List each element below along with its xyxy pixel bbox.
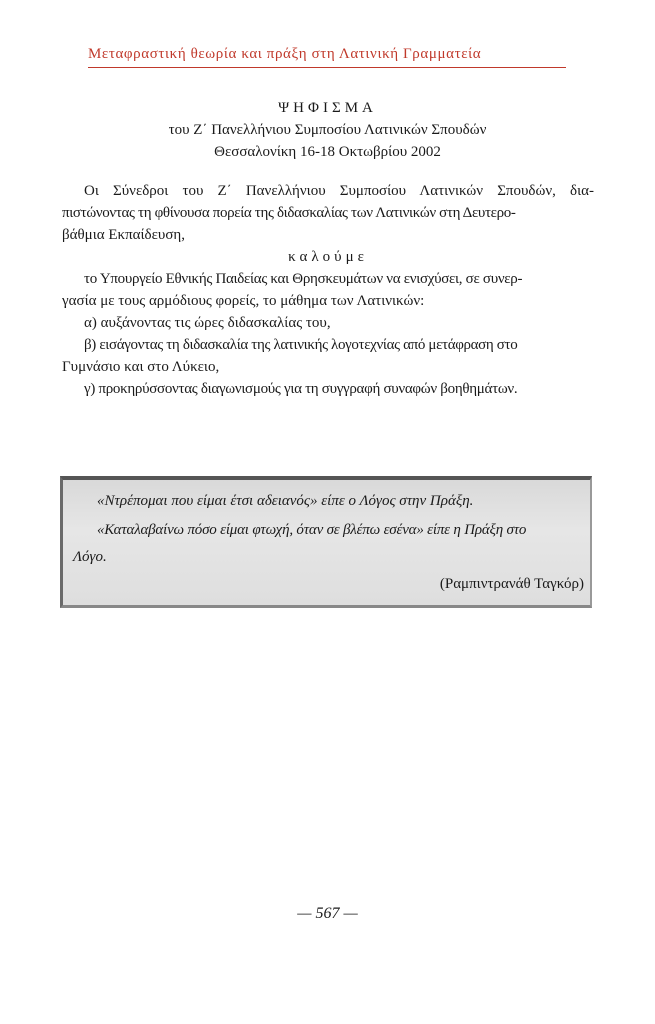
page-number: — 567 — <box>297 905 358 922</box>
intro-line-3: βάθμια Εκπαίδευση, <box>62 227 186 243</box>
measure-item-b-line-1: β) εισάγοντας τη διδασκαλία της λατινικής λογοτεχνίας από μετάφραση στο <box>84 337 518 353</box>
call-line-1: το Υπουργείο Εθνικής Παιδείας και Θρησκευμάτων να ενισχύσει, σε συνερ- <box>84 271 523 287</box>
call-line-2: γασία με τους αρμόδιους φορείς, το μάθημα των Λατινικών: <box>62 293 425 309</box>
measure-item-c: γ) προκηρύσσοντας διαγωνισμούς για τη συγγραφή συναφών βοηθημάτων. <box>84 381 518 397</box>
quote-line-2: «Καταλαβαίνω πόσο είμαι φτωχή, όταν σε βλέπω εσένα» είπε η Πράξη στο <box>97 522 527 538</box>
running-head-rule <box>88 67 566 68</box>
call-word: καλούμε <box>288 249 368 265</box>
quote-attribution: (Ραμπιντρανάθ Ταγκόρ) <box>439 576 584 592</box>
resolution-subtitle-symposium: του Ζ΄ Πανελλήνιου Συμποσίου Λατινικών Σπουδών <box>168 122 487 138</box>
running-head: Μεταφραστική θεωρία και πράξη στη Λατινική Γραμματεία <box>88 46 482 62</box>
quote-line-3: Λόγο. <box>73 549 107 565</box>
intro-line-2: πιστώνοντας τη φθίνουσα πορεία της διδασκαλίας των Λατινικών στη Δευτερο- <box>62 205 516 221</box>
measure-item-a: α) αυξάνοντας τις ώρες διδασκαλίας του, <box>84 315 331 331</box>
measure-item-b-line-2: Γυμνάσιο και στο Λύκειο, <box>62 359 220 375</box>
resolution-title: ΨΗΦΙΣΜΑ <box>278 100 377 116</box>
resolution-subtitle-date: Θεσσαλονίκη 16-18 Οκτωβρίου 2002 <box>214 144 441 160</box>
resolution-body <box>62 180 594 400</box>
tagore-quote-box <box>60 476 592 608</box>
quote-line-1: «Ντρέπομαι που είμαι έτσι αδειανός» είπε ο Λόγος στην Πράξη. <box>97 493 474 509</box>
intro-line-1: Οι Σύνεδροι του Ζ΄ Πανελλήνιου Συμποσίου Λατινικών Σπουδών, δια- <box>84 183 594 199</box>
